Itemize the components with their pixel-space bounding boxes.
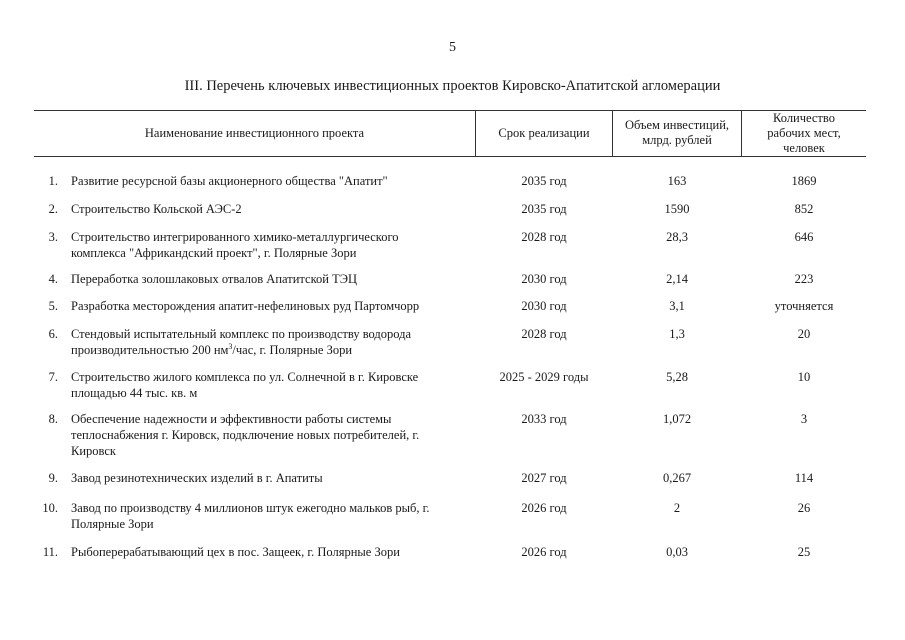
project-name: Строительство интегрированного химико-металлургического комплекса "Африкандский проект", г. Полярные Зори	[71, 230, 399, 260]
row-number: 6.	[48, 327, 58, 341]
row-number: 3.	[48, 230, 58, 244]
project-jobs: уточняется	[774, 299, 834, 313]
project-jobs: 26	[797, 501, 811, 515]
project-jobs: 646	[794, 230, 814, 244]
row-number: 8.	[48, 412, 58, 426]
project-jobs: 3	[800, 412, 808, 426]
project-name: Переработка золошлаковых отвалов Апатитской ТЭЦ	[71, 272, 357, 286]
project-term: 2035 год	[521, 174, 567, 188]
row-number: 4.	[48, 272, 58, 286]
project-term: 2028 год	[521, 230, 567, 244]
row-number: 2.	[48, 202, 58, 216]
project-investment: 1,072	[662, 412, 692, 426]
project-jobs: 20	[797, 327, 811, 341]
header-term: Срок реализации	[498, 125, 590, 140]
project-investment: 0,267	[662, 471, 692, 485]
row-number: 11.	[42, 545, 58, 559]
row-number: 9.	[48, 471, 58, 485]
project-term: 2027 год	[521, 471, 567, 485]
project-jobs: 223	[794, 272, 814, 286]
row-number: 5.	[48, 299, 58, 313]
project-name: Стендовый испытательный комплекс по производству водорода производительностью 200 $нм^3$/час, г. Полярные Зори	[71, 327, 412, 357]
project-investment: 28,3	[666, 230, 688, 244]
project-term: 2026 год	[521, 545, 567, 559]
project-name: Строительство Кольской АЭС-2	[71, 202, 242, 216]
project-investment: 1590	[664, 202, 690, 216]
superscript: 3	[228, 341, 233, 351]
project-term: 2033 год	[521, 412, 567, 426]
header-project-name: Наименование инвестиционного проекта	[144, 125, 365, 140]
row-number: 1.	[48, 174, 58, 188]
row-number: 10.	[42, 501, 58, 515]
project-investment: 163	[667, 174, 687, 188]
project-name: Завод по производству 4 миллионов штук ежегодно мальков рыб, г. Полярные Зори	[71, 501, 430, 531]
project-jobs: 25	[797, 545, 811, 559]
header-investment: Объем инвестиций, млрд. рублей	[624, 118, 730, 147]
project-term: 2035 год	[521, 202, 567, 216]
project-name: Завод резинотехнических изделий в г. Апатиты	[71, 471, 323, 485]
project-investment: 2,14	[666, 272, 688, 286]
header-jobs: Количество рабочих мест, человек	[767, 110, 841, 155]
project-jobs: 10	[797, 370, 811, 384]
project-investment: 0,03	[666, 545, 688, 559]
project-name: Разработка месторождения апатит-нефелиновых руд Партомчорр	[71, 299, 420, 313]
project-jobs: 1869	[791, 174, 817, 188]
project-term: 2030 год	[521, 272, 567, 286]
page-number: 5	[449, 40, 456, 55]
project-term: 2026 год	[521, 501, 567, 515]
project-investment: 2	[673, 501, 681, 515]
project-name: Обеспечение надежности и эффективности работы системы теплоснабжения г. Кировск, подключение новых потребителей, г. Кировск	[71, 412, 420, 458]
project-jobs: 852	[794, 202, 814, 216]
project-investment: 5,28	[666, 370, 688, 384]
project-name: Развитие ресурсной базы акционерного общества "Апатит"	[71, 174, 388, 188]
project-name: Строительство жилого комплекса по ул. Солнечной в г. Кировске площадью 44 тыс. кв. м	[71, 370, 419, 400]
section-heading: III. Перечень ключевых инвестиционных проектов Кировско-Апатитской агломерации	[184, 78, 721, 94]
project-term: 2025 - 2029 годы	[499, 370, 589, 384]
project-investment: 1,3	[669, 327, 685, 341]
project-term: 2030 год	[521, 299, 567, 313]
project-term: 2028 год	[521, 327, 567, 341]
project-name: Рыбоперерабатывающий цех в пос. Защеек, г. Полярные Зори	[71, 545, 400, 559]
row-number: 7.	[48, 370, 58, 384]
project-jobs: 114	[794, 471, 814, 485]
project-investment: 3,1	[669, 299, 685, 313]
